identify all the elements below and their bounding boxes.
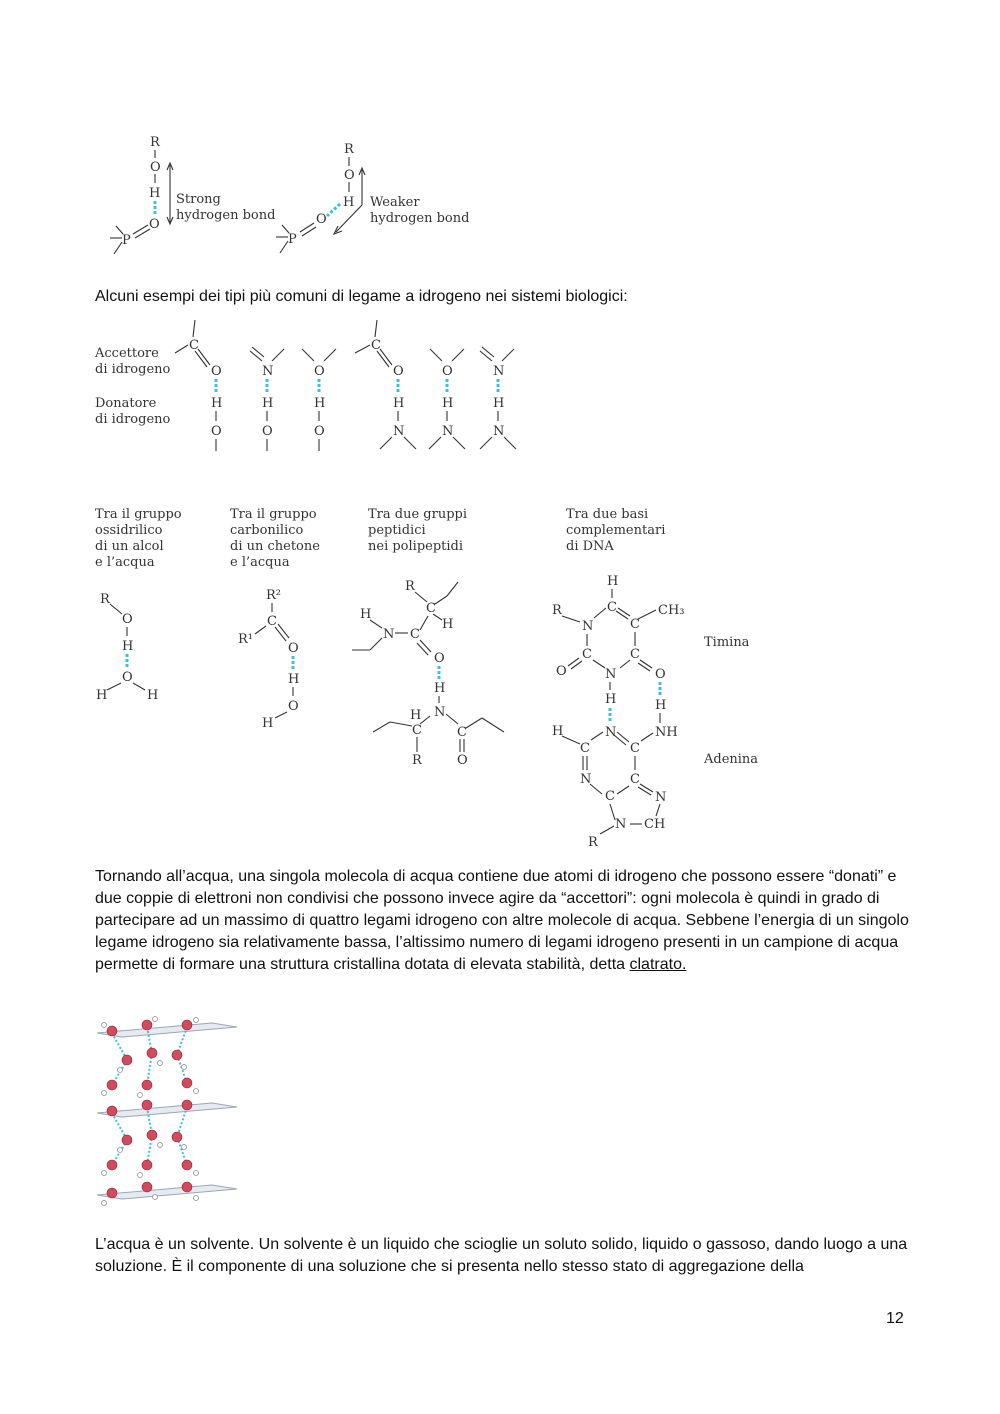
svg-text:H: H — [211, 396, 223, 411]
thymine-structure — [552, 574, 750, 682]
svg-text:O: O — [314, 424, 325, 439]
acceptor-donor-figure — [90, 315, 530, 460]
svg-text:H: H — [493, 396, 505, 411]
svg-text:R: R — [552, 603, 562, 618]
donor-label-line1: Donatore — [95, 396, 157, 411]
page-number: 12 — [886, 1310, 904, 1327]
svg-text:C: C — [607, 600, 617, 615]
svg-text:N: N — [442, 424, 454, 439]
svg-text:CH₃: CH₃ — [658, 603, 685, 618]
svg-text:Tra il gruppo: Tra il gruppo — [230, 507, 317, 522]
atom-label: O — [149, 217, 160, 232]
svg-text:R: R — [100, 592, 110, 607]
svg-text:H: H — [96, 688, 108, 703]
svg-text:CH: CH — [644, 817, 666, 832]
atom-label: O — [344, 168, 355, 183]
svg-text:H: H — [605, 692, 617, 707]
ketone-water-structure — [238, 588, 299, 731]
svg-text:H: H — [262, 716, 274, 731]
svg-text:H: H — [288, 672, 300, 687]
svg-text:O: O — [122, 670, 133, 685]
svg-text:O: O — [211, 424, 222, 439]
svg-text:R¹: R¹ — [238, 632, 253, 647]
weaker-label-line2: hydrogen bond — [370, 211, 470, 226]
atom-label: P — [122, 233, 131, 248]
svg-text:C: C — [410, 627, 420, 642]
svg-text:R: R — [588, 835, 598, 850]
svg-text:O: O — [211, 364, 222, 379]
svg-text:Tra il gruppo: Tra il gruppo — [95, 507, 182, 522]
svg-text:N: N — [580, 772, 592, 787]
svg-text:H: H — [147, 688, 159, 703]
atom-label: R — [150, 135, 160, 150]
svg-text:O: O — [288, 699, 299, 714]
svg-text:C: C — [412, 723, 422, 738]
svg-text:H: H — [410, 708, 422, 723]
svg-text:R: R — [405, 579, 415, 594]
svg-text:H: H — [122, 639, 134, 654]
svg-text:N: N — [493, 424, 505, 439]
strong-label-line2: hydrogen bond — [176, 208, 276, 223]
adenine-structure — [552, 682, 758, 850]
svg-text:N: N — [262, 364, 274, 379]
paragraph-solvent: L’acqua è un solvente. Un solvente è un liquido che scioglie un soluto solido, liquido o gassoso, dando luogo a una soluzione. È il componente di una soluzione che si presenta nello stesso stato di aggregazione della — [95, 1236, 908, 1275]
svg-text:O: O — [457, 753, 468, 768]
intro-text: Alcuni esempi dei tipi più comuni di legame a idrogeno nei sistemi biologici: — [95, 288, 628, 305]
svg-text:H: H — [552, 724, 564, 739]
svg-text:H: H — [314, 396, 326, 411]
svg-text:O: O — [434, 651, 445, 666]
svg-text:O: O — [262, 424, 273, 439]
atom-label: H — [343, 195, 355, 210]
caption-peptide-groups — [368, 507, 467, 554]
svg-text:N: N — [615, 817, 627, 832]
timina-label: Timina — [704, 635, 750, 650]
svg-text:R: R — [412, 753, 422, 768]
svg-text:N: N — [493, 364, 505, 379]
svg-text:C: C — [426, 601, 436, 616]
svg-text:N: N — [582, 619, 594, 634]
peptide-structure — [352, 579, 504, 768]
svg-text:O: O — [288, 641, 299, 656]
svg-text:e l’acqua: e l’acqua — [95, 555, 155, 570]
svg-text:C: C — [630, 647, 640, 662]
svg-text:H: H — [393, 396, 405, 411]
strong-label-line1: Strong — [176, 192, 221, 207]
svg-text:C: C — [580, 741, 590, 756]
svg-text:O: O — [442, 364, 453, 379]
svg-text:H: H — [607, 574, 619, 589]
svg-text:C: C — [630, 772, 640, 787]
atom-label: R — [344, 142, 354, 157]
caption-dna-bases — [566, 507, 665, 554]
svg-text:N: N — [393, 424, 405, 439]
atom-label: O — [150, 160, 161, 175]
atom-label: O — [316, 212, 327, 227]
svg-text:O: O — [314, 364, 325, 379]
svg-text:complementari: complementari — [566, 523, 666, 538]
svg-text:O: O — [556, 664, 567, 679]
svg-text:O: O — [122, 612, 133, 627]
svg-text:C: C — [605, 789, 615, 804]
hydrogen-bond-examples-figure — [90, 500, 790, 855]
svg-text:R²: R² — [266, 588, 281, 603]
acceptor-label-line2: di idrogeno — [95, 362, 171, 377]
caption-ketone-water — [230, 507, 320, 570]
svg-text:di DNA: di DNA — [566, 539, 614, 554]
svg-text:carbonilico: carbonilico — [230, 523, 304, 538]
svg-text:C: C — [371, 338, 381, 353]
svg-text:peptidici: peptidici — [368, 523, 426, 538]
svg-text:H: H — [442, 396, 454, 411]
svg-text:N: N — [655, 790, 667, 805]
atom-label: P — [288, 232, 297, 247]
paragraph-water-text: Tornando all’acqua, una singola molecola di acqua contiene due atomi di idrogeno che possono essere “donati” e due coppie di elettroni non condivisi che possono invece agire da “accettori”: ogni molecola è quindi in grado di partecipare ad un massimo di quattro legami idrogeno con altre molecole di acqua. Sebbene l’energia di un singolo legame idrogeno sia relativamente bassa, l’altissimo numero di legami idrogeno presenti in un campione di acqua permette di formare una struttura cristallina dotata di elevata stabilità, detta — [95, 868, 909, 973]
svg-text:NH: NH — [655, 725, 678, 740]
paragraph-water — [95, 866, 910, 976]
svg-text:e l’acqua: e l’acqua — [230, 555, 290, 570]
adenina-label: Adenina — [704, 752, 759, 767]
svg-text:C: C — [189, 338, 199, 353]
svg-text:nei polipeptidi: nei polipeptidi — [368, 539, 464, 554]
svg-text:H: H — [442, 617, 454, 632]
svg-text:Tra due gruppi: Tra due gruppi — [368, 507, 467, 522]
clatrato-link[interactable]: clatrato. — [629, 956, 687, 973]
caption-alcohol-water — [95, 507, 182, 570]
svg-text:H: H — [434, 681, 446, 696]
weaker-label-line1: Weaker — [370, 195, 420, 210]
svg-text:di un alcol: di un alcol — [95, 539, 164, 554]
svg-text:C: C — [630, 617, 640, 632]
atom-label: H — [149, 186, 161, 201]
svg-text:N: N — [434, 705, 446, 720]
svg-text:H: H — [360, 607, 372, 622]
svg-text:N: N — [383, 627, 395, 642]
svg-text:H: H — [262, 396, 274, 411]
alcohol-water-structure — [96, 592, 158, 703]
clathrate-lattice-image — [92, 1005, 242, 1215]
svg-text:C: C — [457, 725, 467, 740]
donor-label-line2: di idrogeno — [95, 412, 171, 427]
svg-text:O: O — [393, 364, 404, 379]
svg-text:H: H — [655, 698, 667, 713]
svg-text:C: C — [267, 614, 277, 629]
svg-text:Tra due basi: Tra due basi — [566, 507, 649, 522]
svg-text:C: C — [582, 647, 592, 662]
svg-text:N: N — [605, 725, 617, 740]
hydrogen-bond-strength-figure — [100, 130, 500, 265]
svg-text:O: O — [655, 667, 666, 682]
svg-text:di un chetone: di un chetone — [230, 539, 320, 554]
svg-text:C: C — [630, 741, 640, 756]
acceptor-label-line1: Accettore — [95, 346, 159, 361]
svg-text:N: N — [605, 667, 617, 682]
svg-text:ossidrilico: ossidrilico — [95, 523, 163, 538]
